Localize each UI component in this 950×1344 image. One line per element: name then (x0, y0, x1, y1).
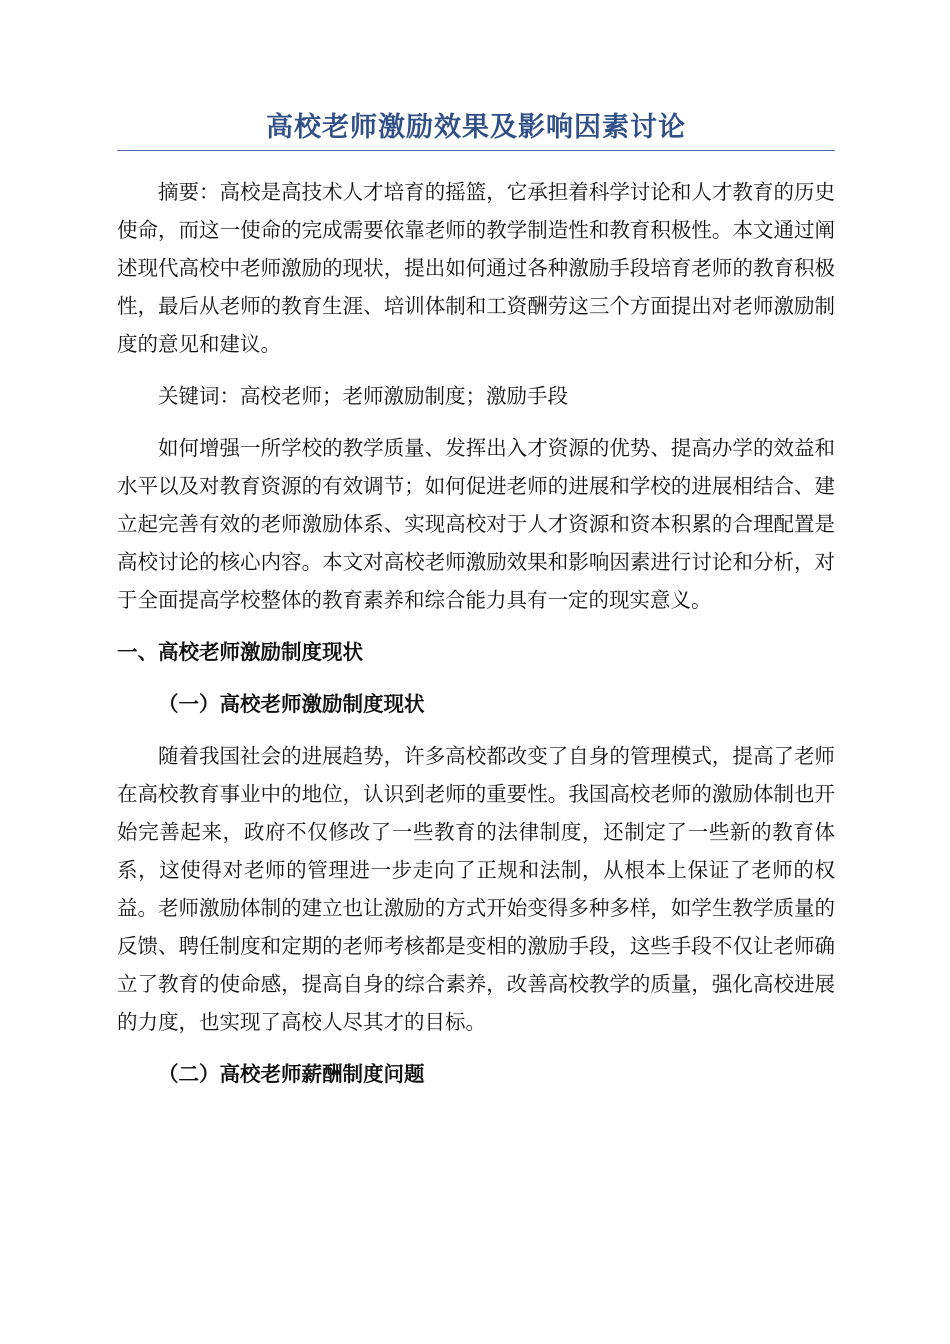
intro-paragraph: 如何增强一所学校的教学质量、发挥出入才资源的优势、提高办学的效益和水平以及对教育资源的有效调节；如何促进老师的进展和学校的进展相结合、建立起完善有效的老师激励体系、实现高校对于人才资源和资本积累的合理配置是高校讨论的核心内容。本文对高校老师激励效果和影响因素进行讨论和分析，对于全面提高学校整体的教育素养和综合能力具有一定的现实意义。 (117, 436, 835, 612)
abstract-paragraph: 摘要：高校是高技术人才培育的摇篮，它承担着科学讨论和人才教育的历史使命，而这一使命的完成需要依靠老师的教学制造性和教育积极性。本文通过阐述现代高校中老师激励的现状，提出如何通过各种激励手段培育老师的教育积极性，最后从老师的教育生涯、培训体制和工资酬劳这三个方面提出对老师激励制度的意见和建议。 (117, 180, 835, 356)
subsection-1-paragraph: 随着我国社会的进展趋势，许多高校都改变了自身的管理模式，提高了老师在高校教育事业中的地位，认识到老师的重要性。我国高校老师的激励体制也开始完善起来，政府不仅修改了一些教育的法律制度，还制定了一些新的教育体系，这使得对老师的管理进一步走向了正规和法制，从根本上保证了老师的权益。老师激励体制的建立也让激励的方式开始变得多种多样，如学生教学质量的反馈、聘任制度和定期的老师考核都是变相的激励手段，这些手段不仅让老师确立了教育的使命感，提高自身的综合素养，改善高校教学的质量，强化高校进展的力度，也实现了高校人尽其才的目标。 (117, 744, 835, 1034)
section-1-heading: 一、高校老师激励制度现状 (117, 640, 363, 664)
document-page (117, 110, 835, 1107)
subsection-1-heading: （一）高校老师激励制度现状 (158, 692, 425, 716)
document-title: 高校老师激励效果及影响因素讨论 (117, 110, 835, 151)
keywords-paragraph: 关键词：高校老师；老师激励制度；激励手段 (158, 384, 568, 408)
subsection-2-heading: （二）高校老师薪酬制度问题 (158, 1062, 425, 1086)
